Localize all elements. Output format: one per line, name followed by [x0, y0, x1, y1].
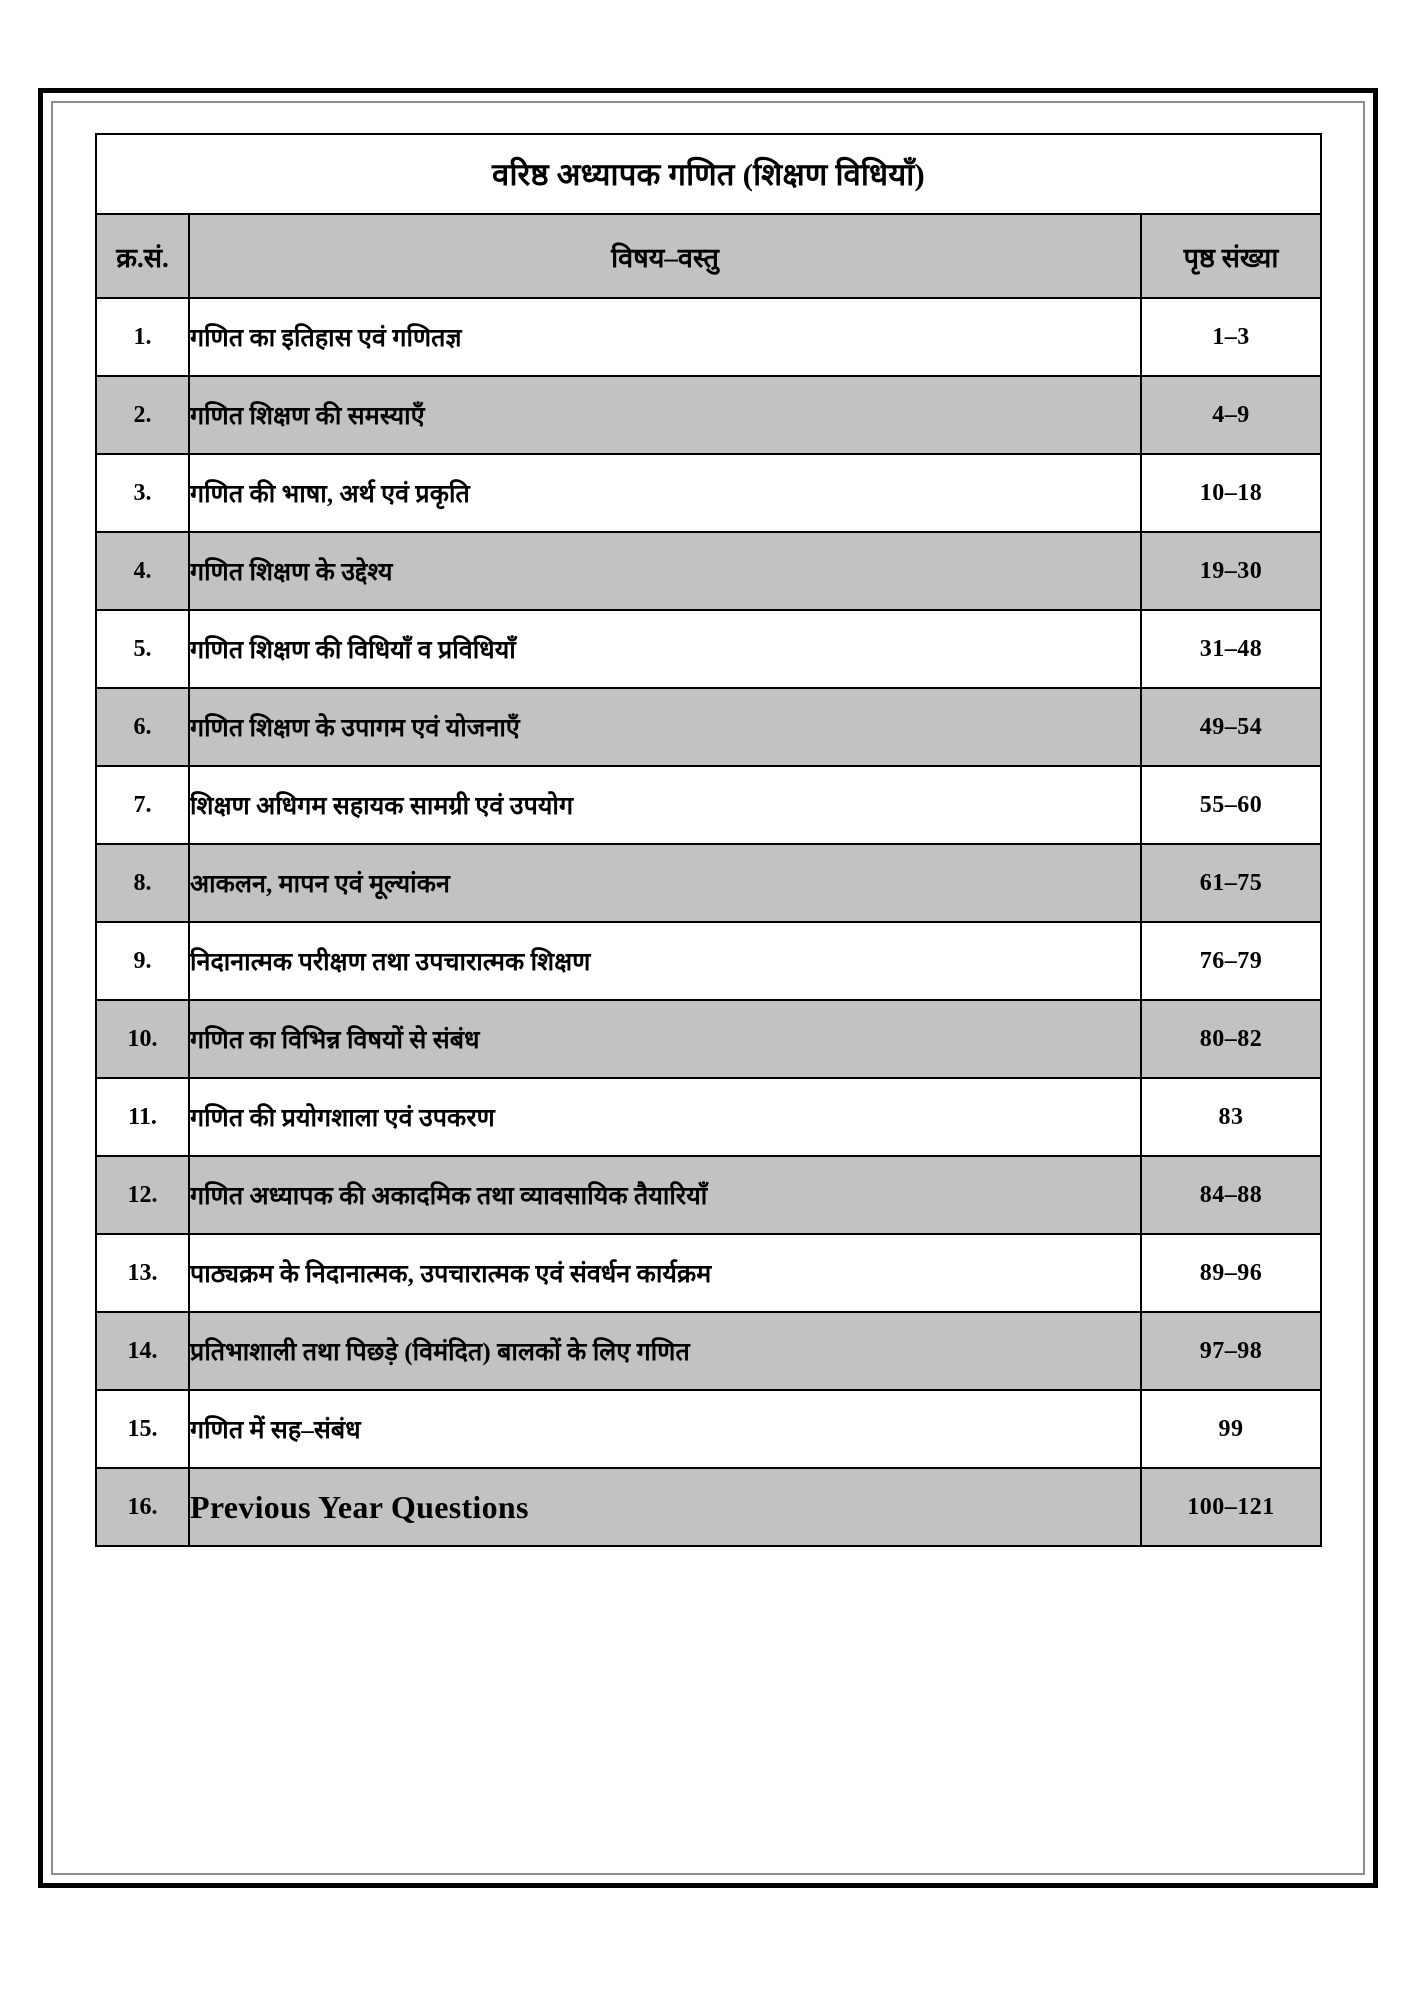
cell-page-number: 83	[1141, 1078, 1321, 1156]
table-row	[96, 1000, 1321, 1078]
cell-serial-number: 8.	[96, 844, 189, 922]
cell-topic: गणित का इतिहास एवं गणितज्ञ	[189, 298, 1141, 376]
cell-serial-number: 5.	[96, 610, 189, 688]
table-row	[96, 766, 1321, 844]
cell-serial-number: 12.	[96, 1156, 189, 1234]
column-header-page: पृष्ठ संख्या	[1141, 214, 1321, 298]
cell-page-number: 61–75	[1141, 844, 1321, 922]
title-row	[96, 134, 1321, 214]
table-row	[96, 454, 1321, 532]
cell-serial-number: 13.	[96, 1234, 189, 1312]
cell-page-number: 84–88	[1141, 1156, 1321, 1234]
cell-page-number: 49–54	[1141, 688, 1321, 766]
cell-topic: गणित शिक्षण के उद्देश्य	[189, 532, 1141, 610]
table-row	[96, 1156, 1321, 1234]
cell-topic: गणित अध्यापक की अकादमिक तथा व्यावसायिक तैयारियाँ	[189, 1156, 1141, 1234]
cell-topic: आकलन, मापन एवं मूल्यांकन	[189, 844, 1141, 922]
table-row	[96, 922, 1321, 1000]
column-header-topic: विषय–वस्तु	[189, 214, 1141, 298]
table-header-row	[96, 214, 1321, 298]
table-row	[96, 1390, 1321, 1468]
cell-serial-number: 1.	[96, 298, 189, 376]
cell-serial-number: 4.	[96, 532, 189, 610]
cell-serial-number: 16.	[96, 1468, 189, 1546]
cell-page-number: 76–79	[1141, 922, 1321, 1000]
cell-topic: गणित शिक्षण की समस्याएँ	[189, 376, 1141, 454]
cell-topic: गणित शिक्षण के उपागम एवं योजनाएँ	[189, 688, 1141, 766]
table-row	[96, 1312, 1321, 1390]
table-row	[96, 1078, 1321, 1156]
cell-topic: गणित की भाषा, अर्थ एवं प्रकृति	[189, 454, 1141, 532]
cell-serial-number: 11.	[96, 1078, 189, 1156]
cell-serial-number: 6.	[96, 688, 189, 766]
table-row	[96, 1234, 1321, 1312]
cell-topic: गणित की प्रयोगशाला एवं उपकरण	[189, 1078, 1141, 1156]
cell-serial-number: 9.	[96, 922, 189, 1000]
cell-page-number: 1–3	[1141, 298, 1321, 376]
cell-serial-number: 10.	[96, 1000, 189, 1078]
toc-table	[95, 133, 1322, 1547]
cell-page-number: 4–9	[1141, 376, 1321, 454]
page-title: वरिष्ठ अध्यापक गणित (शिक्षण विधियाँ)	[96, 134, 1321, 214]
cell-topic: गणित शिक्षण की विधियाँ व प्रविधियाँ	[189, 610, 1141, 688]
cell-page-number: 10–18	[1141, 454, 1321, 532]
table-row	[96, 376, 1321, 454]
cell-topic: प्रतिभाशाली तथा पिछड़े (विमंदित) बालकों के लिए गणित	[189, 1312, 1141, 1390]
cell-page-number: 19–30	[1141, 532, 1321, 610]
cell-page-number: 31–48	[1141, 610, 1321, 688]
cell-page-number: 99	[1141, 1390, 1321, 1468]
cell-page-number: 89–96	[1141, 1234, 1321, 1312]
cell-serial-number: 2.	[96, 376, 189, 454]
table-row	[96, 844, 1321, 922]
cell-serial-number: 3.	[96, 454, 189, 532]
cell-serial-number: 7.	[96, 766, 189, 844]
cell-page-number: 80–82	[1141, 1000, 1321, 1078]
table-row	[96, 532, 1321, 610]
cell-serial-number: 15.	[96, 1390, 189, 1468]
table-of-contents	[95, 133, 1320, 1547]
cell-topic: निदानात्मक परीक्षण तथा उपचारात्मक शिक्षण	[189, 922, 1141, 1000]
cell-topic: Previous Year Questions	[189, 1468, 1141, 1546]
table-row	[96, 610, 1321, 688]
table-row	[96, 298, 1321, 376]
column-header-serial: क्र.सं.	[96, 214, 189, 298]
cell-topic: गणित में सह–संबंध	[189, 1390, 1141, 1468]
cell-topic: गणित का विभिन्न विषयों से संबंध	[189, 1000, 1141, 1078]
cell-serial-number: 14.	[96, 1312, 189, 1390]
cell-page-number: 100–121	[1141, 1468, 1321, 1546]
cell-topic: पाठ्यक्रम के निदानात्मक, उपचारात्मक एवं संवर्धन कार्यक्रम	[189, 1234, 1141, 1312]
table-row	[96, 1468, 1321, 1546]
table-row	[96, 688, 1321, 766]
cell-page-number: 97–98	[1141, 1312, 1321, 1390]
cell-page-number: 55–60	[1141, 766, 1321, 844]
cell-topic: शिक्षण अधिगम सहायक सामग्री एवं उपयोग	[189, 766, 1141, 844]
